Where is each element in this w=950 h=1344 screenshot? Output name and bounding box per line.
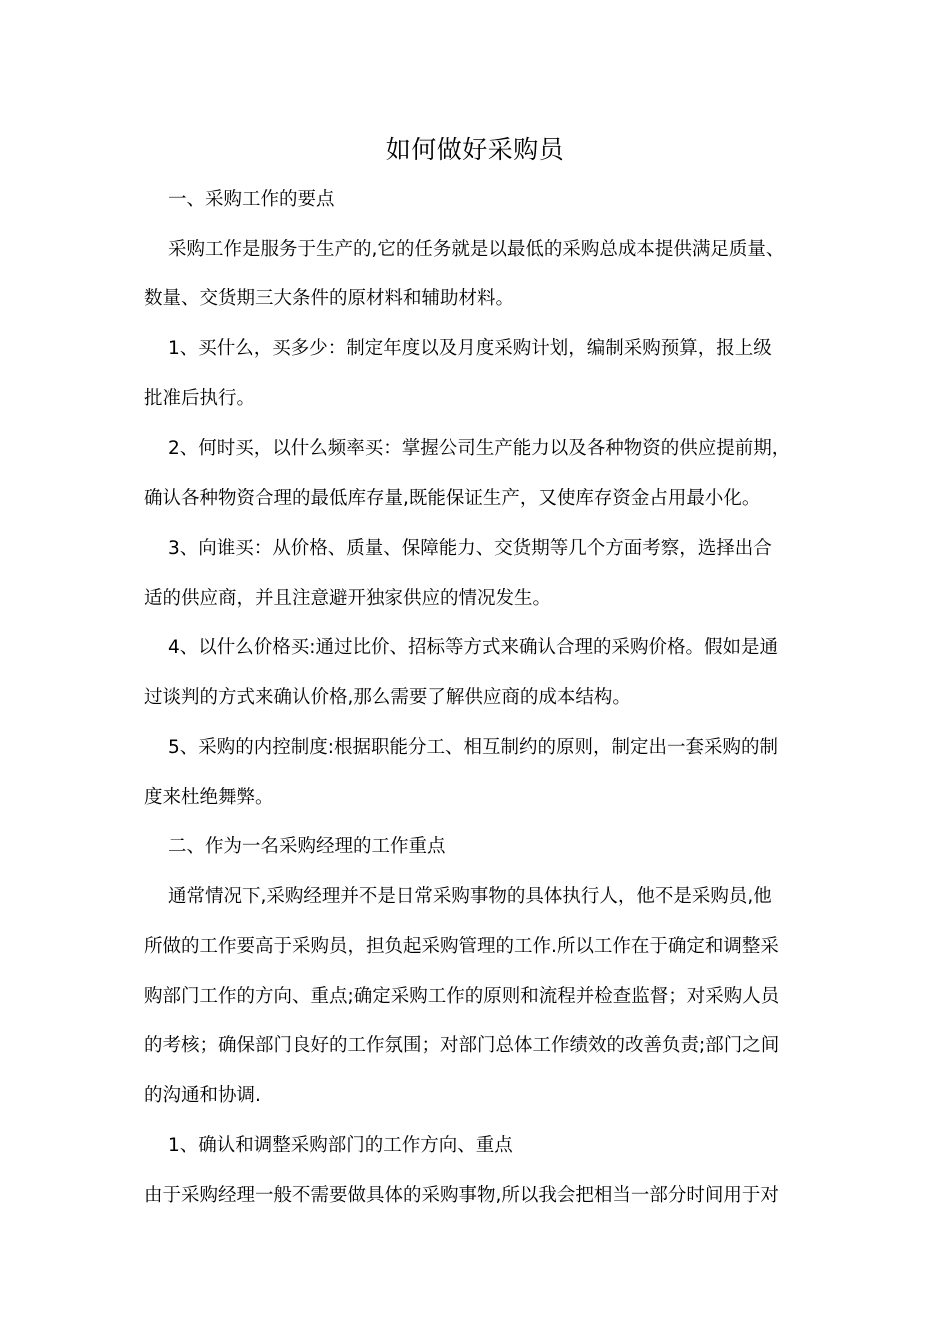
paragraph-line: 适的供应商，并且注意避开独家供应的情况发生。 — [144, 588, 552, 609]
paragraph-line: 的考核；确保部门良好的工作氛围；对部门总体工作绩效的改善负责;部门之间 — [144, 1035, 780, 1056]
paragraph-line: 1、买什么，买多少：制定年度以及月度采购计划，编制采购预算，报上级 — [168, 338, 772, 359]
subsection-heading: 1、确认和调整采购部门的工作方向、重点 — [168, 1135, 513, 1156]
paragraph-line: 由于采购经理一般不需要做具体的采购事物,所以我会把相当一部分时间用于对 — [144, 1185, 779, 1206]
paragraph-line: 批准后执行。 — [144, 388, 256, 409]
paragraph-line: 购部门工作的方向、重点;确定采购工作的原则和流程并检查监督；对采购人员 — [144, 986, 780, 1007]
paragraph-line: 3、向谁买：从价格、质量、保障能力、交货期等几个方面考察，选择出合 — [168, 538, 772, 559]
paragraph-line: 所做的工作要高于采购员，担负起采购管理的工作.所以工作在于确定和调整采 — [144, 936, 779, 957]
paragraph-line: 采购工作是服务于生产的,它的任务就是以最低的采购总成本提供满足质量、 — [168, 239, 785, 260]
paragraph-line: 数量、交货期三大条件的原材料和辅助材料。 — [144, 288, 515, 309]
paragraph-line: 2、何时买，以什么频率买：掌握公司生产能力以及各种物资的供应提前期， — [168, 438, 791, 459]
paragraph-line: 度来杜绝舞弊。 — [144, 787, 274, 808]
paragraph-line: 的沟通和协调. — [144, 1085, 261, 1106]
document-title: 如何做好采购员 — [385, 135, 565, 164]
section-heading-2: 二、作为一名采购经理的工作重点 — [168, 836, 446, 857]
paragraph-line: 通常情况下,采购经理并不是日常采购事物的具体执行人，他不是采购员,他 — [168, 886, 772, 907]
paragraph-line: 4、以什么价格买:通过比价、招标等方式来确认合理的采购价格。假如是通 — [168, 637, 779, 658]
paragraph-line: 过谈判的方式来确认价格,那么需要了解供应商的成本结构。 — [144, 687, 631, 708]
paragraph-line: 确认各种物资合理的最低库存量,既能保证生产，又使库存资金占用最小化。 — [144, 488, 761, 509]
paragraph-line: 5、采购的内控制度:根据职能分工、相互制约的原则，制定出一套采购的制 — [168, 737, 779, 758]
section-heading-1: 一、采购工作的要点 — [168, 189, 335, 210]
